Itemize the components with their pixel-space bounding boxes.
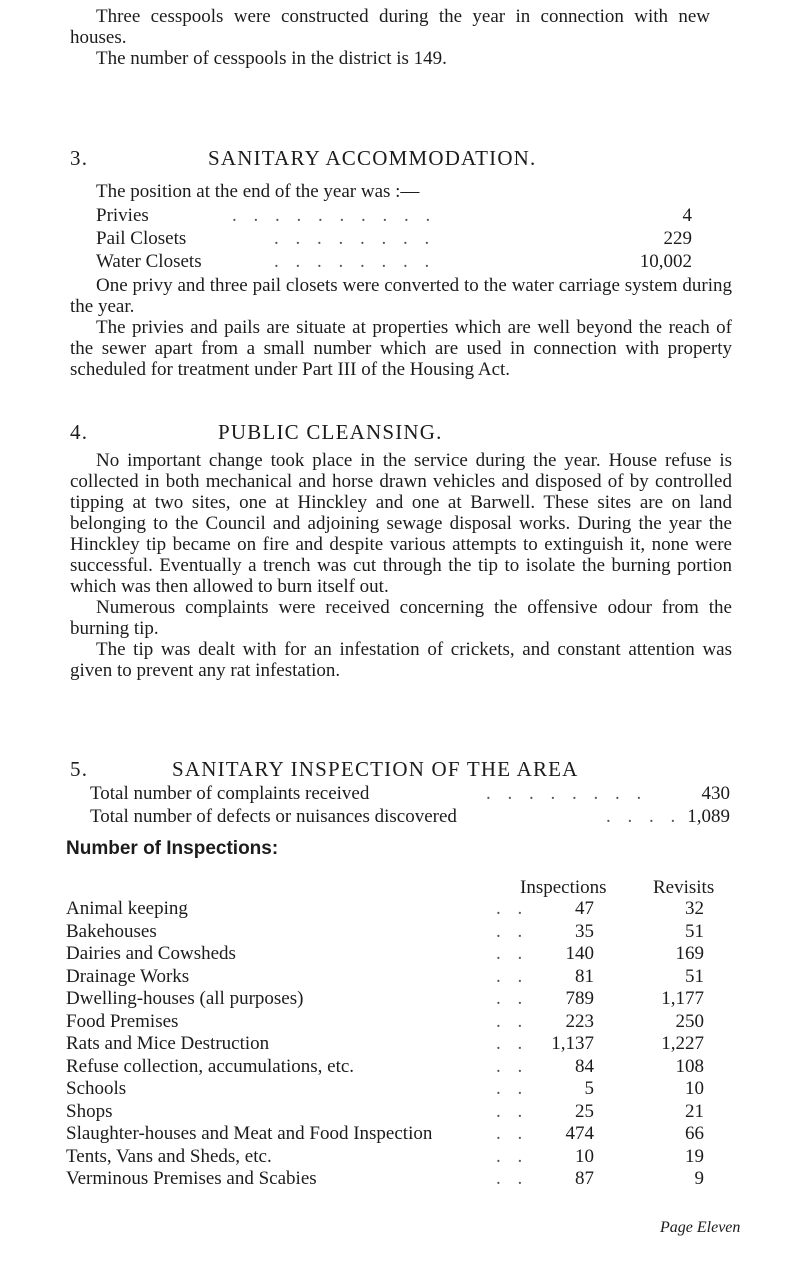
row-label: Food Premises	[66, 1010, 179, 1032]
row-value: 10,002	[639, 251, 692, 272]
row-label: Verminous Premises and Scabies	[66, 1168, 317, 1189]
section-title: SANITARY ACCOMMODATION.	[208, 146, 537, 170]
revisits-value: 32	[685, 898, 704, 919]
accommodation-row: Water Closets . . . . . . . . 10,002	[96, 251, 692, 272]
section-5-heading	[70, 757, 750, 783]
revisits-value: 169	[675, 943, 704, 964]
revisits-value: 51	[685, 920, 704, 942]
accommodation-row: Privies . . . . . . . . . . 4	[96, 205, 692, 226]
section-3-body	[70, 275, 732, 380]
table-row: Food Premises . . 223 250	[66, 1010, 704, 1032]
row-label: Tents, Vans and Sheds, etc.	[66, 1145, 272, 1167]
totals-row: Total number of defects or nuisances discovered . . . . 1,089	[90, 806, 730, 827]
section-number: 5.	[70, 757, 89, 781]
table-row: Slaughter-houses and Meat and Food Inspection . . 474 66	[66, 1123, 704, 1144]
table-row: Refuse collection, accumulations, etc. . . 84 108	[66, 1055, 704, 1077]
row-label: Dwelling-houses (all purposes)	[66, 988, 304, 1009]
revisits-value: 1,227	[661, 1033, 704, 1054]
table-row: Schools . . 5 10	[66, 1078, 704, 1099]
inspections-value: 223	[565, 1010, 594, 1032]
section-4-body	[70, 450, 732, 681]
row-label: Bakehouses	[66, 920, 157, 942]
table-row: Rats and Mice Destruction . . 1,137 1,227	[66, 1033, 704, 1054]
inspections-value: 87	[575, 1168, 594, 1189]
page-number: Page Eleven	[660, 1219, 741, 1236]
inspections-value: 35	[575, 920, 594, 942]
intro-paragraph-2: The number of cesspools in the district is 149.	[96, 48, 447, 69]
row-label: Schools	[66, 1078, 127, 1099]
row-label: Pail Closets	[96, 228, 187, 249]
revisits-value: 250	[675, 1010, 704, 1032]
row-value: 430	[701, 783, 730, 804]
inspections-value: 474	[565, 1123, 594, 1144]
row-label: Dairies and Cowsheds	[66, 943, 236, 964]
row-label: Total number of defects or nuisances discovered	[90, 806, 457, 827]
table-row: Verminous Premises and Scabies . . 87 9	[66, 1168, 704, 1189]
table-row: Tents, Vans and Sheds, etc. . . 10 19	[66, 1145, 704, 1167]
column-header-inspections: Inspections	[520, 877, 607, 898]
revisits-value: 10	[685, 1078, 704, 1099]
inspections-value: 789	[565, 988, 594, 1009]
section-number: 3.	[70, 146, 89, 170]
intro-paragraph-1: Three cesspools were constructed during the year in connection with new houses.	[70, 6, 710, 48]
row-label: Animal keeping	[66, 898, 188, 919]
inspections-value: 1,137	[551, 1033, 594, 1054]
row-label: Total number of complaints received	[90, 783, 370, 804]
section-4-paragraph-1: No important change took place in the service during the year. House refuse is collected in both mechanical and horse drawn vehicles and disposed of by controlled tipping at two sites, one at Hinckley and one at Barwell. These sites are on land belonging to the Council and adjoining sewage disposal works. During the year the Hinckley tip became on fire and despite various attempts to extinguish it, none were successful. Eventually a trench was cut through the tip to isolate the burning portion which was then allowed to burn itself out.	[70, 450, 732, 597]
revisits-value: 9	[694, 1168, 704, 1189]
accommodation-row: Pail Closets . . . . . . . . 229	[96, 228, 692, 249]
section-4-paragraph-3: The tip was dealt with for an infestation of crickets, and constant attention was given to prevent any rat infestation.	[70, 639, 732, 681]
intro-block	[70, 6, 710, 69]
column-header-revisits: Revisits	[653, 877, 715, 898]
section-3-paragraph-1: One privy and three pail closets were converted to the water carriage system during the year.	[70, 275, 732, 317]
section-4-paragraph-2: Numerous complaints were received concerning the offensive odour from the burning tip.	[70, 597, 732, 639]
section-4-heading	[70, 420, 730, 446]
totals-row: Total number of complaints received . . . . . . . . 430	[90, 783, 730, 804]
section-title: PUBLIC CLEANSING.	[218, 420, 443, 444]
row-value: 1,089	[687, 806, 730, 827]
section-title: SANITARY INSPECTION OF THE AREA	[172, 757, 579, 781]
revisits-value: 51	[685, 965, 704, 987]
row-value: 229	[663, 228, 692, 249]
inspections-heading: Number of Inspections:	[66, 838, 279, 859]
inspections-value: 5	[584, 1078, 594, 1099]
revisits-value: 21	[685, 1100, 704, 1122]
revisits-value: 19	[685, 1145, 704, 1167]
section-3-lead: The position at the end of the year was :—	[96, 181, 420, 202]
section-3-paragraph-2: The privies and pails are situate at properties which are well beyond the reach of the sewer apart from a small number which are used in connection with property scheduled for treatment under Part III of the Housing Act.	[70, 317, 732, 380]
row-label: Shops	[66, 1100, 113, 1122]
table-row: Animal keeping . . 47 32	[66, 898, 704, 919]
section-number: 4.	[70, 420, 89, 444]
table-row: Bakehouses . . 35 51	[66, 920, 704, 942]
row-label: Water Closets	[96, 251, 202, 272]
row-value: 4	[682, 205, 692, 226]
revisits-value: 108	[675, 1055, 704, 1077]
table-row: Dwelling-houses (all purposes) . . 789 1,177	[66, 988, 704, 1009]
revisits-value: 1,177	[661, 988, 704, 1009]
inspections-value: 10	[575, 1145, 594, 1167]
table-row: Dairies and Cowsheds . . 140 169	[66, 943, 704, 964]
table-row: Shops . . 25 21	[66, 1100, 704, 1122]
row-label: Drainage Works	[66, 965, 190, 987]
table-row: Drainage Works . . 81 51	[66, 965, 704, 987]
inspections-value: 25	[575, 1100, 594, 1122]
revisits-value: 66	[685, 1123, 704, 1144]
section-3-heading	[70, 146, 730, 172]
row-label: Refuse collection, accumulations, etc.	[66, 1055, 355, 1077]
row-label: Privies	[96, 205, 149, 226]
inspections-value: 47	[575, 898, 594, 919]
inspections-value: 140	[565, 943, 594, 964]
inspections-value: 81	[575, 965, 594, 987]
row-label: Slaughter-houses and Meat and Food Inspection	[66, 1123, 433, 1144]
row-label: Rats and Mice Destruction	[66, 1033, 270, 1054]
inspections-value: 84	[575, 1055, 594, 1077]
